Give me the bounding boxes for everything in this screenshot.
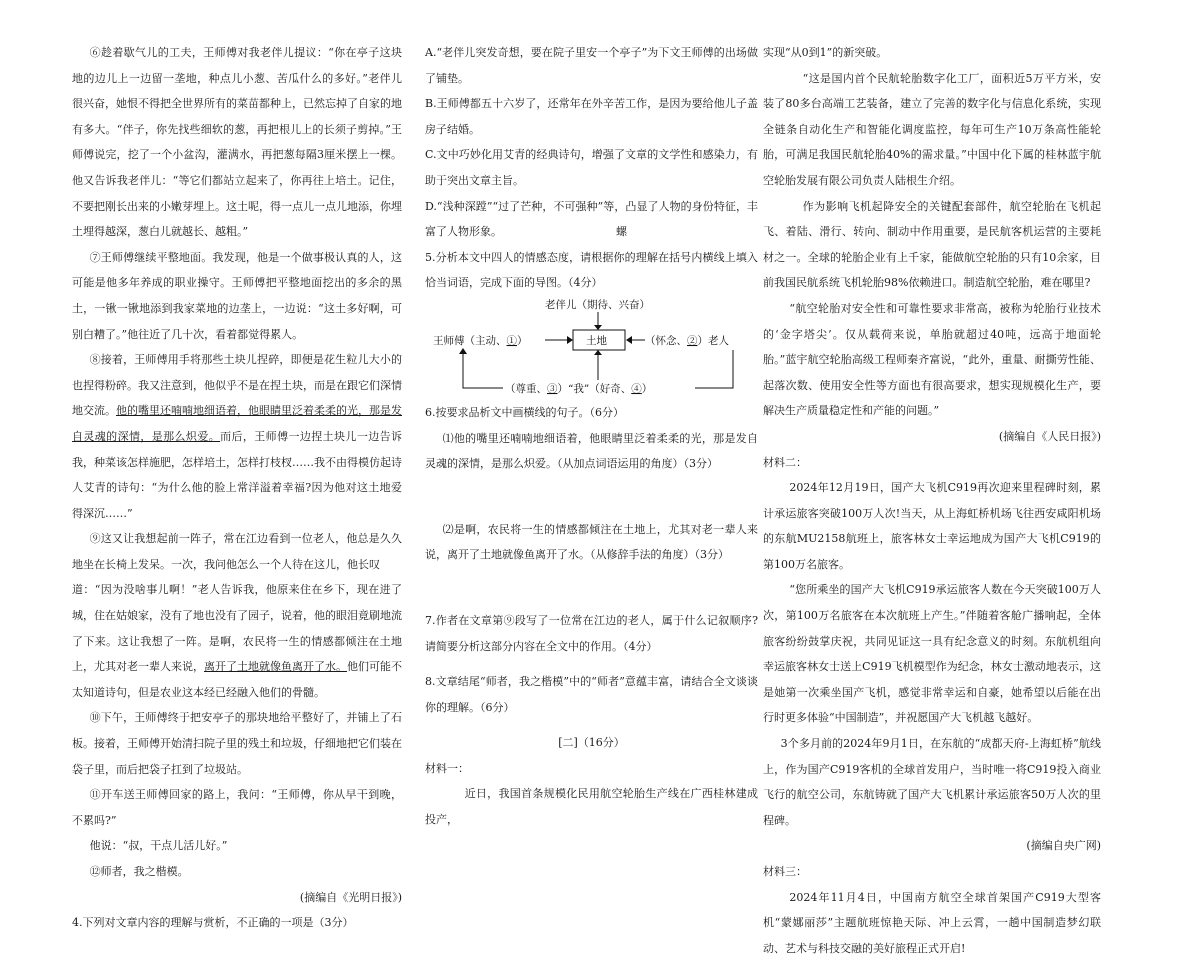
diagram-bottom-node: （尊重、③）“我”（好奇、④） — [505, 382, 653, 395]
material-2-paragraph-3: 3个多月前的2024年9月1日，在东航的“成都天府-上海虹桥”航线上，作为国产C919客机的全球首发用户，当时唯一将C919投入商业飞行的航空公司，东航铸就了国产大飞机累计承运旅客50万人次的里程碑。 — [763, 737, 1101, 827]
connector-right — [695, 350, 733, 388]
material-2-paragraph-2: “您所乘坐的国产大飞机C919承运旅客人数在今天突破100万人次，第100万名旅客在本次航班上产生。”伴随着客舱广播响起，全体旅客纷纷鼓掌庆祝，共同见证这一具有纪念意义的时刻。东航机组向幸运旅客林女士送上C919飞机模型作为纪念，林女士激动地表示，这是她第一次乘坐国产飞机，感觉非常幸运和自豪，她希望以后能在出行时更多体验“中国制造”，并祝愿国产大飞机越飞越好。 — [763, 583, 1101, 725]
material-3-label: 材料三： — [763, 865, 807, 878]
underlined-sentence-1: 他的嘴里还喃喃地细语着，他眼睛里泛着柔柔的光，那是发自灵魂的深情，是那么炽爱。 — [72, 404, 402, 443]
paragraph-9-intro: ⑨这又让我想起前一阵子，常在江边看到一位老人，他总是久久地坐在长椅上发呆。一次，我问他怎么一个人待在这儿，他长叹 — [72, 532, 402, 571]
answer-space — [425, 568, 758, 608]
question-4: 4.下列对文章内容的理解与赏析，不正确的一项是（3分） — [72, 916, 354, 930]
arrow-right-icon — [567, 336, 573, 344]
question-8: 8.文章结尾“师者，我之楷模”中的“师者”意蕴丰富，请结合全文谈谈你的理解。（6分） — [425, 675, 758, 714]
material-1-paragraph-2: “这是国内首个民航轮胎数字化工厂，面积近5万平方米，安装了80多台高端工艺装备，建立了完善的数字化与信息化系统，实现全链条自动化生产和智能化调度监控，每年可生产10万条高性能轮胎，可满足我国民航轮胎40%的需求量。”中国中化下属的桂林蓝宇航空轮胎发展有限公司负责人陆根生介绍。 — [763, 71, 1101, 187]
paragraph-6: ⑥趁着歇气儿的工夫，王师傅对我老伴儿提议：“你在亭子这块地的边儿上一边留一垄地，种点儿小葱、苦瓜什么的多好。”老伴儿很兴奋，她恨不得把全世界所有的菜苗都种上，已然忘掉了自家的地有多大。“伴子，你先找些细软的葱，再把根儿上的长须子剪掉。”王师傅说完，挖了一个小盆沟，灌满水，再把葱每隔3厘米摆上一棵。他又告诉我老伴儿：“等它们都站立起来了，你再往上培土。记住，不要把刚长出来的小嫩芽埋上。这土呢，得一点儿一点儿地添，你埋土埋得越深，葱白儿就越长、越粗。” — [72, 46, 402, 239]
answer-space — [425, 659, 758, 669]
paragraph-11: ⑪开车送王师傅回家的路上，我问：“王师傅，你从早干到晚，不累吗?” — [72, 788, 402, 827]
paragraph-10: ⑩下午，王师傅终于把安亭子的那块地给平整好了，并铺上了石板。接着，王师傅开始清扫院子里的残土和垃圾，仔细地把它们装在袋子里，而后把袋子扛到了垃圾站。 — [72, 711, 402, 776]
material-1-label: 材料一： — [425, 761, 469, 775]
diagram-left-node: 王师傅（主动、①） — [433, 334, 528, 347]
answer-space — [425, 477, 758, 517]
paragraph-12: ⑫师者，我之楷模。 — [89, 865, 189, 878]
connector-left — [463, 350, 503, 388]
stray-mark: 螺 — [616, 225, 627, 239]
question-5: 5.分析本文中四人的情感态度，请根据你的理解在括号内横线上填入恰当词语，完成下面的导图。（4分） — [425, 250, 758, 290]
paragraph-8-text-a: ⑧接着，王师傅用手将那些土块儿捏碎，即便是花生粒儿大小的也捏得粉碎。我又注意到，他似乎不是在捏土块，而是在跟它们深情地交流。 — [72, 353, 402, 418]
option-a: A.“老伴儿突发奇想，要在院子里安一个亭子”为下文王师傅的出场做了铺垫。 — [425, 46, 758, 85]
arrow-left-icon — [626, 336, 632, 344]
paragraph-8 — [72, 347, 402, 526]
paragraph-8-text-b: 而后，王师傅一边捏土块儿一边告诉我，种菜该怎样施肥，怎样培土，怎样打枝杈……我不由得模仿起诗人艾青的诗句：“为什么他的脸上常洋溢着幸福?因为他对这土地爱得深沉……” — [72, 429, 403, 520]
material-2-label: 材料二： — [763, 455, 807, 469]
paragraph-9-text-a: 道：“因为没啥事儿啊！”老人告诉我，他原来住在乡下，现在进了城，住在姑娘家，没有了地也没有了园子，说着，他的眼泪竟刷地流了下来。这让我想了一阵。是啊，农民将一生的情感都倾注在土地上，尤其对老一辈人来说， — [72, 583, 402, 674]
arrow-up-center-icon — [594, 350, 602, 355]
column-left — [72, 40, 402, 936]
option-c: C.文中巧妙化用艾青的经典诗句，增强了文章的文学性和感染力，有助于突出文章主旨。 — [425, 148, 758, 187]
arrow-down-icon — [594, 325, 602, 330]
option-b: B.王师傅都五十六岁了，还常年在外辛苦工作，是因为要给他儿子盖房子结婚。 — [425, 97, 758, 136]
question-6-part-1: ⑴他的嘴里还喃喃地细语着，他眼睛里泛着柔柔的光，那是发自灵魂的深情，是那么炽爱。（从加点词语运用的角度）（3分） — [425, 431, 758, 471]
material-1-paragraph-4: “航空轮胎对安全性和可靠性要求非常高，被称为轮胎行业技术的‘金字塔尖’。仅从载荷来说，单胎就超过40吨，远高于地面轮胎。”蓝宇航空轮胎高级工程师秦齐富说，“此外，重量、耐撕劳性能、起落次数、使用安全性等方面也有很高要求，想实现规模化生产，要解决生产质量稳定性和产能的问题。” — [763, 301, 1101, 418]
option-d: D.“浅种深蹚”“过了芒种，不可强种”等，凸显了人物的身份特征，丰富了人物形象。 — [425, 199, 758, 239]
material-2-source: (摘编自央广网) — [1026, 839, 1101, 853]
paragraph-9 — [72, 577, 402, 705]
source-citation: (摘编自《光明日报》) — [299, 890, 402, 904]
section-2-heading: [二]（16分） — [558, 736, 625, 750]
diagram-top-node: 老伴儿（期待、兴奋） — [545, 298, 650, 311]
material-1-paragraph-3: 作为影响飞机起降安全的关键配套部件，航空轮胎在飞机起飞、着陆、滑行、转向、制动中作用重要，是民航客机运营的主要耗材之一。全球的轮胎企业有上千家，能做航空轮胎的只有10余家，目前我国民航系统飞机轮胎98%依赖进口。制造航空轮胎，难在哪里? — [763, 199, 1101, 290]
material-1-source: (摘编自《人民日报》) — [998, 429, 1101, 443]
diagram-center-node: 土地 — [586, 334, 607, 347]
underlined-sentence-2: 离开了土地就像鱼离开了水。 — [204, 660, 347, 674]
diagram-right-node: （怀念、②）老人 — [645, 334, 729, 347]
question-7: 7.作者在文章第⑨段写了一位常在江边的老人，属于什么记叙顺序?请简要分析这部分内容在全文中的作用。（4分） — [425, 613, 758, 653]
answer-space — [425, 720, 758, 730]
paragraph-9-text-b: 他们可能不太知道诗句，但是农业这本经已经融入他们的骨髓。 — [72, 660, 402, 699]
material-2-paragraph-1: 2024年12月19日，国产大飞机C919再次迎来里程碑时刻，累计承运旅客突破100万人次!当天，从上海虹桥机场飞往西安咸阳机场的东航MU2158航班上，旅客林女士幸运地成为国产大飞机C919的第100万名旅客。 — [763, 481, 1101, 571]
question-6-part-2: ⑵是啊，农民将一生的情感都倾注在土地上，尤其对老一辈人来说，离开了土地就像鱼离开了水。（从修辞手法的角度）（3分） — [425, 522, 758, 562]
arrow-up-icon — [459, 348, 467, 354]
material-1-paragraph-1-cont: 实现“从0到1”的新突破。 — [763, 46, 888, 59]
material-3-paragraph-1: 2024年11月4日，中国南方航空全球首架国产C919大型客机“蒙娜丽莎”主题航班惊艳天际、冲上云霄，一趟中国制造梦幻联动、艺术与科技交融的美好旅程正式开启! — [763, 890, 1101, 955]
column-right — [763, 40, 1101, 961]
paragraph-7: ⑦王师傅继续平整地面。我发现，他是一个做事极认真的人，这可能是他多年养成的职业操守。王师傅把平整地面挖出的多余的黑土，一锹一锹地添到我家菜地的边垄上，一边说：“这土多好啊，可别白糟了。”他往近了几十次，看着都觉得累人。 — [72, 250, 402, 341]
mind-map-diagram — [433, 298, 753, 398]
paragraph-11-reply: 他说：“叔，干点儿活儿好。” — [89, 839, 228, 853]
material-1-paragraph-1: 近日，我国首条规模化民用航空轮胎生产线在广西桂林建成投产， — [425, 787, 758, 827]
question-6: 6.按要求品析文中画横线的句子。（6分） — [425, 405, 624, 419]
column-middle — [425, 40, 758, 833]
